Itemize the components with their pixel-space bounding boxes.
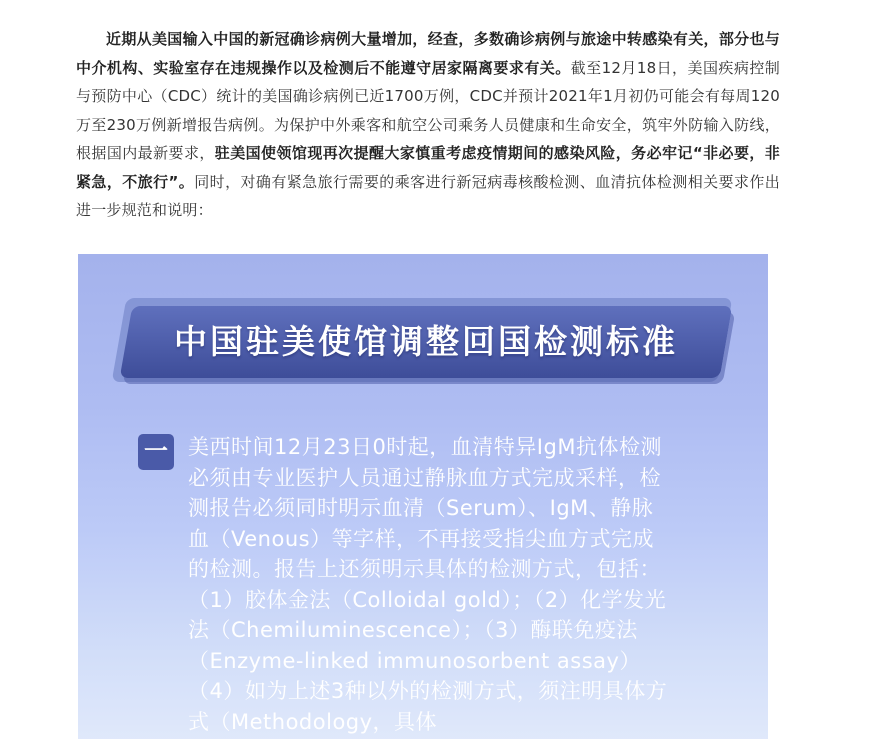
article-paragraph	[76, 25, 780, 225]
article-text-mid: 截至12月18日，美国疾病控制与预防中心（CDC）统计的美国确诊病例已近1700万例，CDC并预计2021年1月初仍可能会有每周120万至230万例新增报告病例。为保护中外乘客和航空公司乘务人员健康和生命安全，筑牢外防输入防线，根据国内最新要求，	[76, 58, 780, 162]
poster-item-text: 美西时间12月23日0时起，血清特异IgM抗体检测必须由专业医护人员通过静脉血方式完成采样，检测报告必须同时明示血清（Serum）、IgM、静脉血（Venous）等字样，不再接受指尖血方式完成的检测。报告上还须明示具体的检测方式，包括：（1）胶体金法（Colloidal gold）；（2）化学发光法（Chemiluminescence）；（3）酶联免疫法（Enzyme-linked immunosorbent assay）（4）如为上述3种以外的检测方式，须注明具体方式（Methodology，具体	[188, 435, 668, 734]
poster-image	[78, 254, 768, 739]
article-text-end: 同时，对确有紧急旅行需要的乘客进行新冠病毒核酸检测、血清抗体检测相关要求作出进一步规范和说明：	[76, 172, 780, 219]
item-number-badge: 一	[138, 434, 174, 470]
article-bold-reminder: 驻美国使领馆现再次提醒大家慎重考虑疫情期间的感染风险，务必牢记“非必要，非紧急，不旅行”。	[76, 144, 780, 191]
poster-title: 中国驻美使馆调整回国检测标准	[174, 322, 678, 361]
article-bold-intro: 近期从美国输入中国的新冠确诊病例大量增加，经查，多数确诊病例与旅途中转感染有关，部分也与中介机构、实验室存在违规操作以及检测后不能遵守居家隔离要求有关。	[76, 30, 780, 77]
